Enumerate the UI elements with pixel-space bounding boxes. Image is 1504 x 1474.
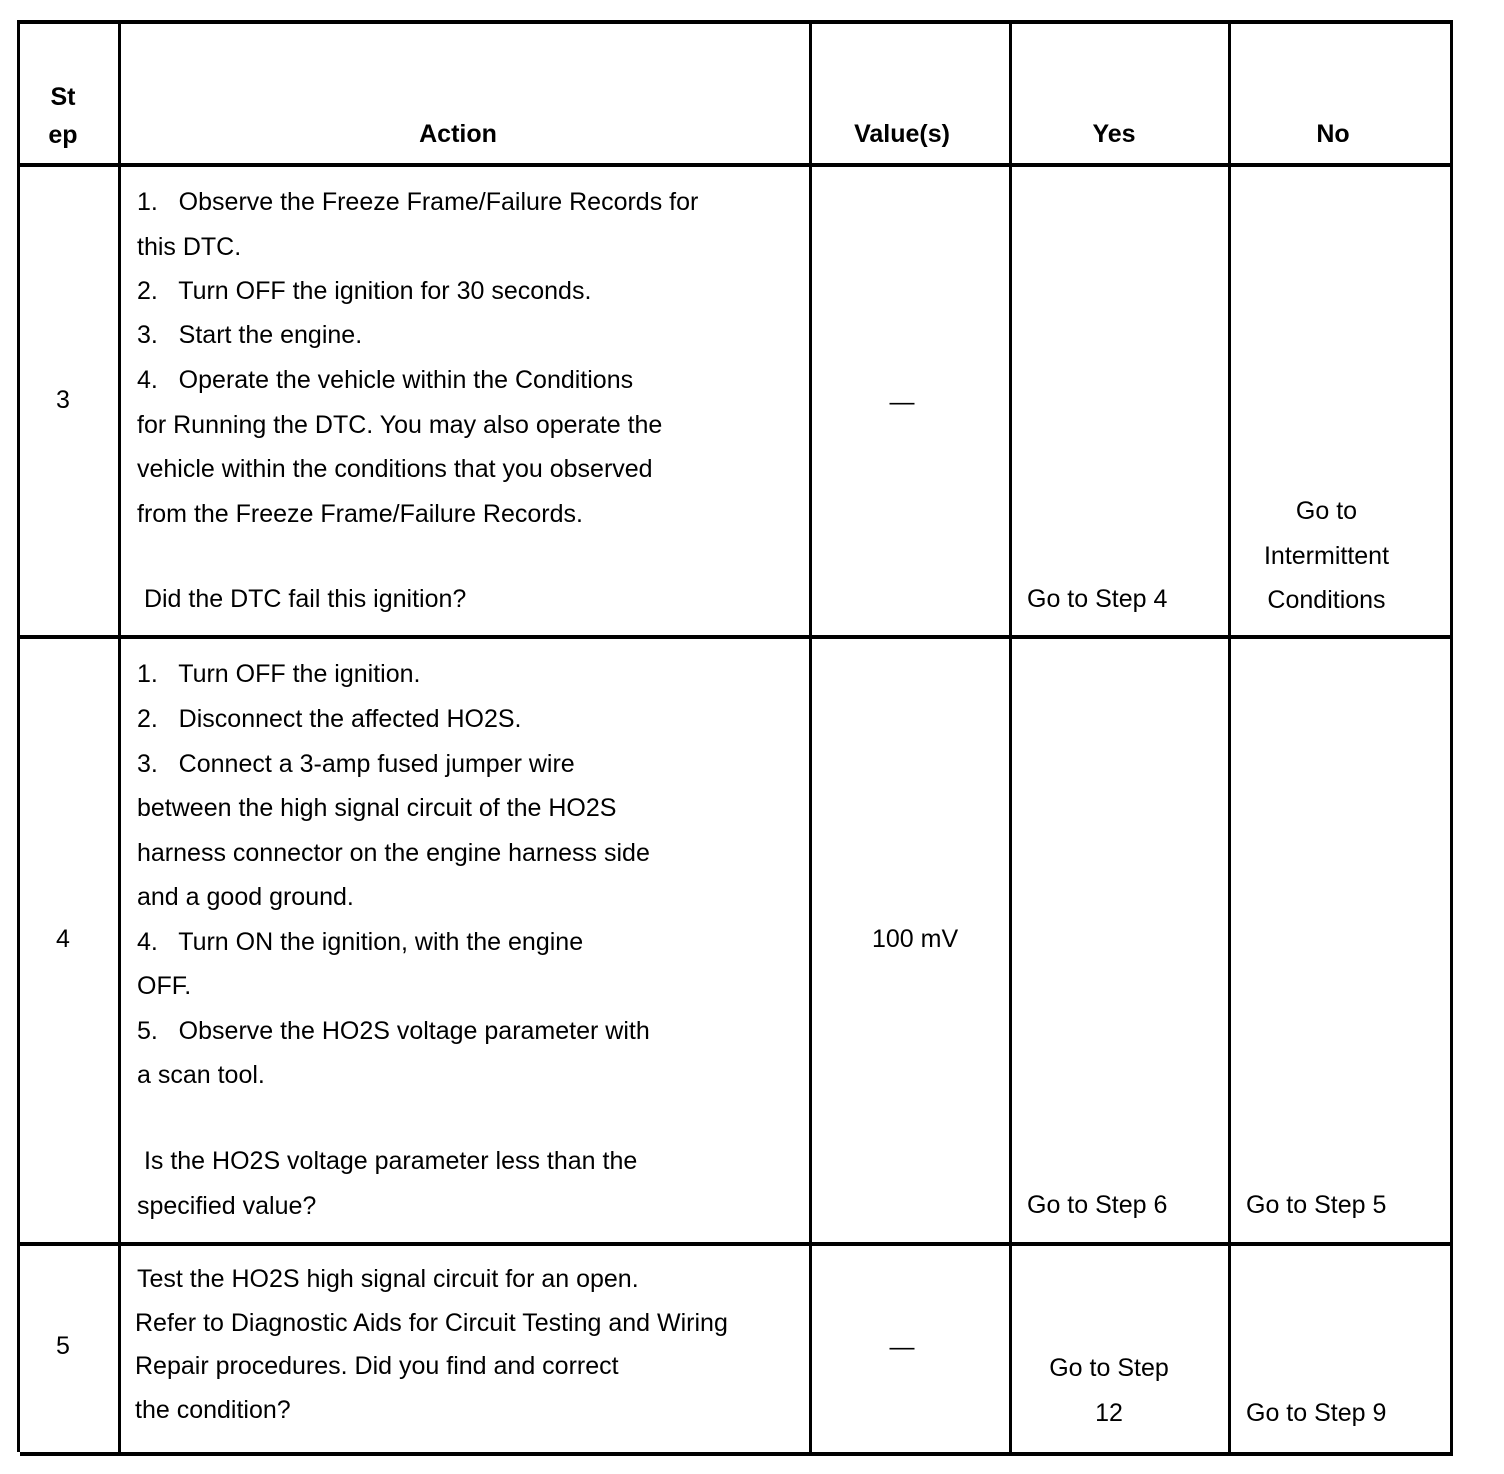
row-4-value-cell bbox=[809, 636, 1012, 1246]
row-3-action-line: for Running the DTC. You may also operate the bbox=[137, 411, 663, 439]
row-4-action-line: OFF. bbox=[137, 972, 192, 1000]
row-4-action-line: 2. Disconnect the affected HO2S. bbox=[137, 705, 522, 733]
row-5-action-line: Repair procedures. Did you find and correct bbox=[135, 1352, 619, 1380]
row-4-action-line: 3. Connect a 3-amp fused jumper wire bbox=[137, 750, 575, 778]
row-4-yes-cell bbox=[1009, 636, 1231, 1246]
row-3-action-line: this DTC. bbox=[137, 233, 242, 261]
row-3-step: 3 bbox=[56, 386, 70, 414]
row-3-action-cell bbox=[118, 164, 812, 639]
row-4-action-line: 1. Turn OFF the ignition. bbox=[137, 660, 421, 688]
row-3-action-line: 3. Start the engine. bbox=[137, 321, 363, 349]
row-5-no-cell bbox=[1228, 1243, 1453, 1456]
row-4-value: 100 mV bbox=[872, 925, 959, 953]
row-4-action-line: and a good ground. bbox=[137, 883, 354, 911]
row-3-yes: Go to Step 4 bbox=[1027, 585, 1168, 613]
row-4-step: 4 bbox=[56, 925, 70, 953]
row-4-action-line: 5. Observe the HO2S voltage parameter with bbox=[137, 1017, 650, 1045]
row-3-action-line: from the Freeze Frame/Failure Records. bbox=[137, 500, 583, 528]
header-yes: Yes bbox=[1092, 120, 1136, 148]
row-5-action-cell bbox=[118, 1243, 812, 1456]
row-3-no-cell bbox=[1228, 164, 1453, 639]
row-4-no: Go to Step 5 bbox=[1246, 1191, 1387, 1219]
row-4-action-line: between the high signal circuit of the HO2S bbox=[137, 794, 617, 822]
row-4-action-cell bbox=[118, 636, 812, 1246]
row-3-action-line: 1. Observe the Freeze Frame/Failure Records for bbox=[137, 188, 699, 216]
header-action: Action bbox=[419, 120, 497, 148]
header-action-cell bbox=[118, 24, 812, 167]
row-5-action-line: Refer to Diagnostic Aids for Circuit Testing and Wiring bbox=[135, 1309, 728, 1337]
row-4-action-line: harness connector on the engine harness side bbox=[137, 839, 650, 867]
header-yes-cell bbox=[1009, 24, 1231, 167]
header-values: Value(s) bbox=[854, 120, 950, 148]
row-3-action-line: vehicle within the conditions that you observed bbox=[137, 455, 653, 483]
row-3-yes-cell bbox=[1009, 164, 1231, 639]
row-5-yes-cell bbox=[1009, 1243, 1231, 1456]
row-5-action-line: the condition? bbox=[135, 1396, 291, 1424]
row-3-action-line: 2. Turn OFF the ignition for 30 seconds. bbox=[137, 277, 592, 305]
row-3-question: Did the DTC fail this ignition? bbox=[137, 585, 467, 613]
row-3-value-cell bbox=[809, 164, 1012, 639]
row-4-action-line: 4. Turn ON the ignition, with the engine bbox=[137, 928, 584, 956]
header-values-cell bbox=[809, 24, 1012, 167]
row-5-step: 5 bbox=[56, 1332, 70, 1360]
row-5-yes: Go to Step 12 bbox=[1049, 1354, 1169, 1427]
header-no-cell bbox=[1228, 24, 1453, 167]
row-4-no-cell bbox=[1228, 636, 1453, 1246]
header-step: St ep bbox=[48, 83, 78, 149]
row-3-value: — bbox=[889, 388, 915, 416]
row-3-action-line: 4. Operate the vehicle within the Conditions bbox=[137, 366, 634, 394]
row-5-value-cell bbox=[809, 1243, 1012, 1456]
row-5-action-line: Test the HO2S high signal circuit for an open. bbox=[137, 1265, 639, 1293]
row-5-no: Go to Step 9 bbox=[1246, 1399, 1387, 1427]
row-4-action-line: a scan tool. bbox=[137, 1061, 265, 1089]
row-5-value: — bbox=[889, 1333, 915, 1361]
row-4-yes: Go to Step 6 bbox=[1027, 1191, 1168, 1219]
header-no: No bbox=[1316, 120, 1350, 148]
row-4-question: Is the HO2S voltage parameter less than the specified value? bbox=[137, 1147, 638, 1220]
diagnostic-table bbox=[17, 20, 1453, 1452]
row-3-no: Go to Intermittent Conditions bbox=[1263, 497, 1390, 614]
row-4-step-cell bbox=[20, 636, 121, 1246]
row-3-step-cell bbox=[20, 164, 121, 639]
row-5-step-cell bbox=[20, 1243, 121, 1456]
header-step-cell bbox=[20, 24, 121, 167]
